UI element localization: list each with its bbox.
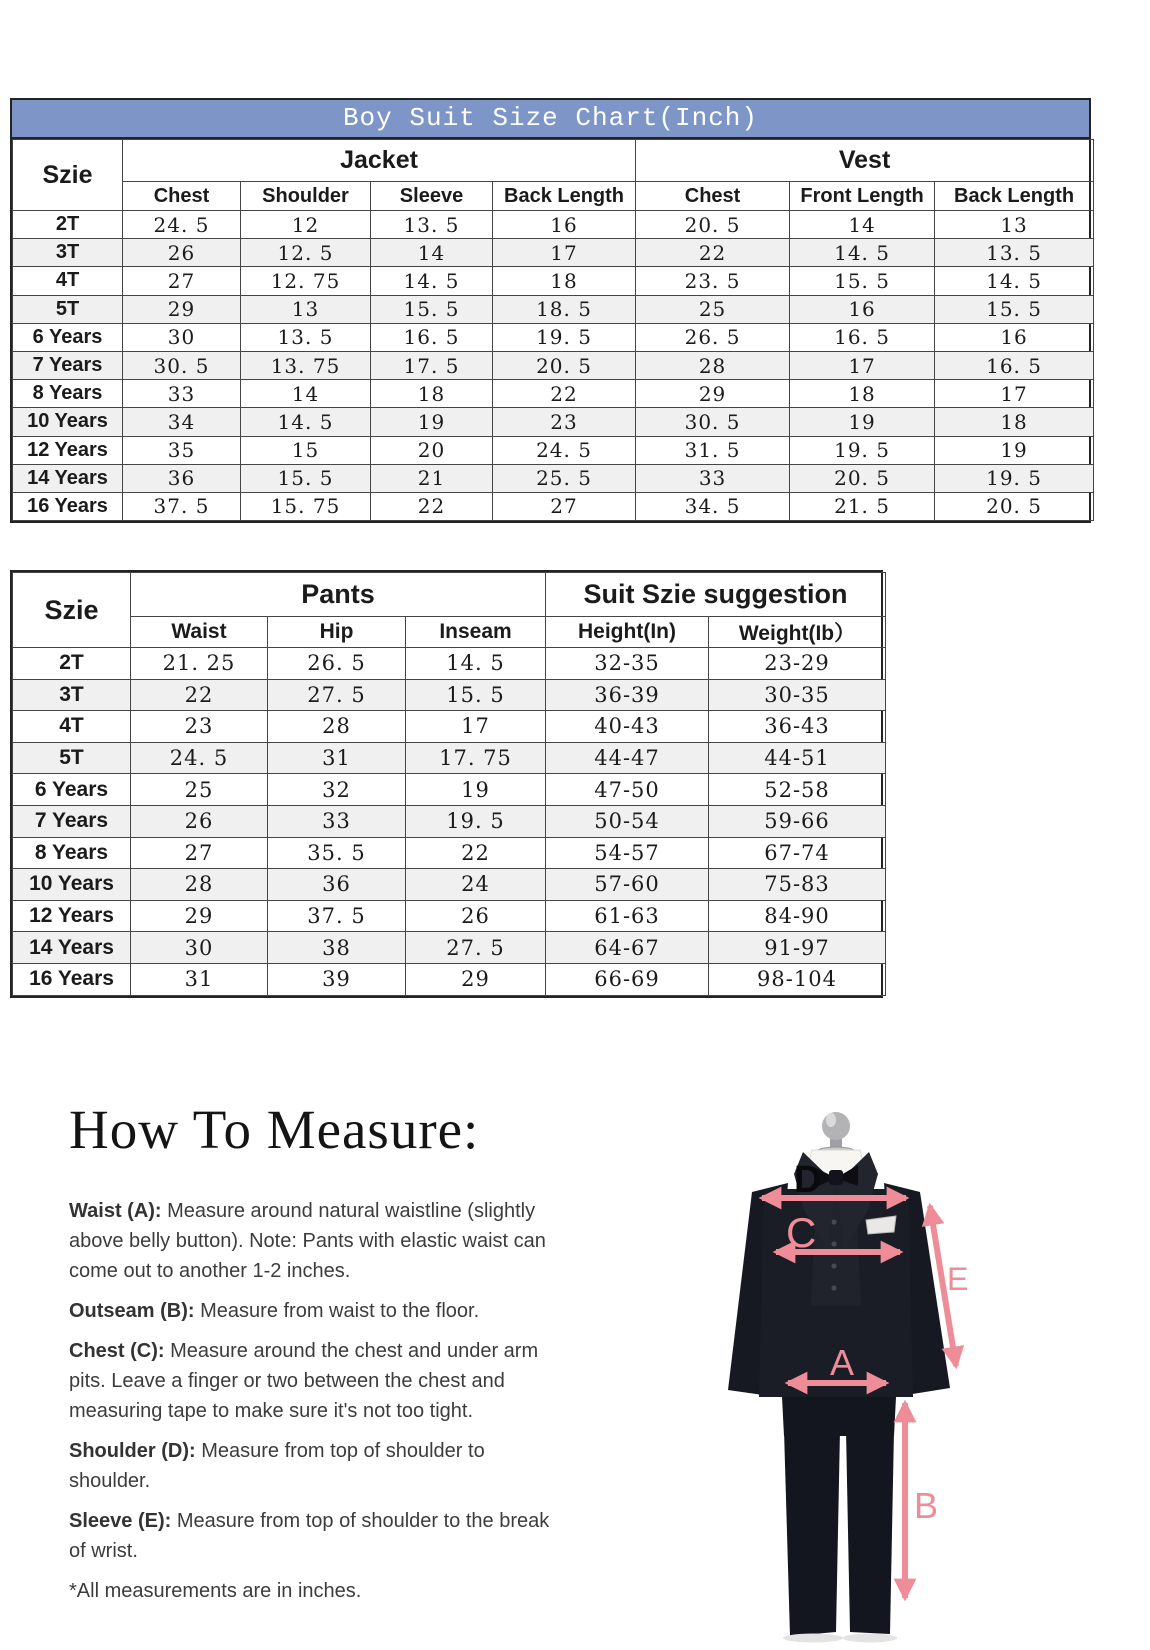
value-cell: 17. 5: [371, 351, 493, 379]
value-cell: 19: [935, 436, 1094, 464]
value-cell: 32-35: [546, 648, 709, 680]
value-cell: 24: [406, 869, 546, 901]
value-cell: 36-43: [709, 711, 886, 743]
size-cell: 4T: [13, 711, 131, 743]
value-cell: 14: [790, 211, 935, 239]
value-cell: 21. 5: [790, 492, 935, 520]
value-cell: 16. 5: [790, 323, 935, 351]
jacket-group-header: Jacket: [123, 140, 636, 182]
instruction-sleeve: [69, 1506, 555, 1566]
value-cell: 91-97: [709, 932, 886, 964]
value-cell: 15. 5: [935, 295, 1094, 323]
table-row: [13, 323, 1094, 351]
size-cell: 6 Years: [13, 323, 123, 351]
value-cell: 19: [790, 408, 935, 436]
value-cell: 30. 5: [636, 408, 790, 436]
value-cell: 16. 5: [371, 323, 493, 351]
column-header: Back Length: [493, 182, 636, 211]
instruction-body: Measure from top of shoulder to the break of wrist.: [69, 1510, 550, 1562]
size-cell: 3T: [13, 679, 131, 711]
suggestion-group-header: Suit Szie suggestion: [546, 573, 886, 617]
value-cell: 44-47: [546, 742, 709, 774]
value-cell: 13. 5: [371, 211, 493, 239]
value-cell: 24. 5: [123, 211, 241, 239]
value-cell: 39: [268, 963, 406, 995]
table-row: [13, 711, 886, 743]
value-cell: 44-51: [709, 742, 886, 774]
value-cell: 35. 5: [268, 837, 406, 869]
value-cell: 29: [636, 380, 790, 408]
value-cell: 18: [493, 267, 636, 295]
instruction-body: Measure from top of shoulder to shoulder.: [69, 1440, 485, 1492]
value-cell: 19. 5: [406, 805, 546, 837]
value-cell: 34. 5: [636, 492, 790, 520]
value-cell: 23: [131, 711, 268, 743]
value-cell: 28: [131, 869, 268, 901]
table-row: [13, 648, 886, 680]
value-cell: 30. 5: [123, 351, 241, 379]
value-cell: 40-43: [546, 711, 709, 743]
size-cell: 10 Years: [13, 869, 131, 901]
value-cell: 24. 5: [131, 742, 268, 774]
instruction-body: Measure from waist to the floor.: [194, 1300, 480, 1322]
value-cell: 32: [268, 774, 406, 806]
column-header: Hip: [268, 617, 406, 648]
value-cell: 27. 5: [268, 679, 406, 711]
instruction-body: Measure around the chest and under arm pits. Leave a finger or two between the chest and measuring tape to make sure it's not too tight.: [69, 1340, 539, 1422]
size-cell: 8 Years: [13, 837, 131, 869]
size-column-header: Szie: [13, 140, 123, 211]
value-cell: 27. 5: [406, 932, 546, 964]
value-cell: 33: [268, 805, 406, 837]
value-cell: 14: [371, 239, 493, 267]
value-cell: 28: [636, 351, 790, 379]
value-cell: 35: [123, 436, 241, 464]
size-cell: 14 Years: [13, 932, 131, 964]
column-header: Waist: [131, 617, 268, 648]
size-column-header: Szie: [13, 573, 131, 648]
how-to-measure-heading: How To Measure:: [69, 1099, 480, 1160]
value-cell: 17: [493, 239, 636, 267]
value-cell: 18. 5: [493, 295, 636, 323]
suit-graphic: [728, 1150, 950, 1643]
value-cell: 27: [131, 837, 268, 869]
value-cell: 37. 5: [123, 492, 241, 520]
value-cell: 36: [123, 464, 241, 492]
value-cell: 14. 5: [241, 408, 371, 436]
size-cell: 5T: [13, 742, 131, 774]
value-cell: 31. 5: [636, 436, 790, 464]
label-d: D: [794, 1159, 822, 1201]
table-row: [13, 869, 886, 901]
column-header: Chest: [636, 182, 790, 211]
value-cell: 29: [131, 900, 268, 932]
table-row: [13, 900, 886, 932]
instruction-label: Chest (C):: [69, 1340, 165, 1362]
value-cell: 14. 5: [790, 239, 935, 267]
jacket-vest-size-table: [10, 98, 1091, 523]
value-cell: 16. 5: [935, 351, 1094, 379]
value-cell: 17: [406, 711, 546, 743]
value-cell: 20: [371, 436, 493, 464]
value-cell: 13: [935, 211, 1094, 239]
value-cell: 17. 75: [406, 742, 546, 774]
value-cell: 27: [493, 492, 636, 520]
column-header: Shoulder: [241, 182, 371, 211]
size-cell: 10 Years: [13, 408, 123, 436]
vest-group-header: Vest: [636, 140, 1094, 182]
size-cell: 12 Years: [13, 900, 131, 932]
size-cell: 7 Years: [13, 805, 131, 837]
table-row: [13, 436, 1094, 464]
value-cell: 20. 5: [493, 351, 636, 379]
value-cell: 15. 75: [241, 492, 371, 520]
value-cell: 23: [493, 408, 636, 436]
value-cell: 30: [123, 323, 241, 351]
value-cell: 33: [123, 380, 241, 408]
value-cell: 18: [790, 380, 935, 408]
pants-group-header: Pants: [131, 573, 546, 617]
label-c: C: [786, 1209, 817, 1256]
value-cell: 14: [241, 380, 371, 408]
instruction-chest: [69, 1336, 555, 1426]
size-cell: 14 Years: [13, 464, 123, 492]
chart-title: Boy Suit Size Chart(Inch): [12, 100, 1089, 139]
value-cell: 18: [935, 408, 1094, 436]
value-cell: 16: [790, 295, 935, 323]
value-cell: 20. 5: [790, 464, 935, 492]
value-cell: 19. 5: [493, 323, 636, 351]
value-cell: 37. 5: [268, 900, 406, 932]
value-cell: 36: [268, 869, 406, 901]
value-cell: 31: [131, 963, 268, 995]
value-cell: 26: [123, 239, 241, 267]
measure-instructions: [69, 1196, 555, 1616]
value-cell: 26: [406, 900, 546, 932]
column-header: Back Length: [935, 182, 1094, 211]
value-cell: 13. 5: [935, 239, 1094, 267]
value-cell: 66-69: [546, 963, 709, 995]
value-cell: 12. 5: [241, 239, 371, 267]
value-cell: 22: [131, 679, 268, 711]
value-cell: 57-60: [546, 869, 709, 901]
value-cell: 22: [371, 492, 493, 520]
value-cell: 33: [636, 464, 790, 492]
value-cell: 26. 5: [636, 323, 790, 351]
value-cell: 14. 5: [406, 648, 546, 680]
jacket-vest-table: [12, 139, 1094, 521]
value-cell: 52-58: [709, 774, 886, 806]
value-cell: 20. 5: [935, 492, 1094, 520]
size-cell: 3T: [13, 239, 123, 267]
value-cell: 22: [406, 837, 546, 869]
value-cell: 13. 5: [241, 323, 371, 351]
value-cell: 15. 5: [241, 464, 371, 492]
value-cell: 18: [371, 380, 493, 408]
table-row: [13, 963, 886, 995]
value-cell: 25: [131, 774, 268, 806]
column-header-row: [13, 617, 886, 648]
value-cell: 29: [123, 295, 241, 323]
value-cell: 22: [636, 239, 790, 267]
table-row: [13, 351, 1094, 379]
column-header: Weight(Ib）: [709, 617, 886, 648]
instruction-outseam: [69, 1296, 555, 1326]
instruction-body: Measure around natural waistline (slightly above belly button). Note: Pants with elastic waist can come out to another 1-2 inches.: [69, 1200, 546, 1282]
table-row: [13, 408, 1094, 436]
value-cell: 19. 5: [790, 436, 935, 464]
pants-size-table: [10, 570, 883, 998]
value-cell: 13: [241, 295, 371, 323]
value-cell: 28: [268, 711, 406, 743]
size-cell: 2T: [13, 211, 123, 239]
value-cell: 25. 5: [493, 464, 636, 492]
table-row: [13, 837, 886, 869]
value-cell: 23-29: [709, 648, 886, 680]
column-header: Front Length: [790, 182, 935, 211]
value-cell: 27: [123, 267, 241, 295]
table-row: [13, 492, 1094, 520]
value-cell: 17: [935, 380, 1094, 408]
value-cell: 29: [406, 963, 546, 995]
value-cell: 12. 75: [241, 267, 371, 295]
value-cell: 54-57: [546, 837, 709, 869]
value-cell: 75-83: [709, 869, 886, 901]
value-cell: 24. 5: [493, 436, 636, 464]
value-cell: 15. 5: [371, 295, 493, 323]
column-header: Sleeve: [371, 182, 493, 211]
table-row: [13, 774, 886, 806]
value-cell: 14. 5: [371, 267, 493, 295]
value-cell: 21: [371, 464, 493, 492]
size-cell: 4T: [13, 267, 123, 295]
value-cell: 22: [493, 380, 636, 408]
column-header: Height(In): [546, 617, 709, 648]
table-row: [13, 679, 886, 711]
size-cell: 16 Years: [13, 963, 131, 995]
label-b: B: [914, 1485, 939, 1526]
value-cell: 59-66: [709, 805, 886, 837]
size-cell: 12 Years: [13, 436, 123, 464]
value-cell: 30-35: [709, 679, 886, 711]
value-cell: 50-54: [546, 805, 709, 837]
label-e: E: [947, 1261, 969, 1297]
value-cell: 61-63: [546, 900, 709, 932]
value-cell: 14. 5: [935, 267, 1094, 295]
value-cell: 84-90: [709, 900, 886, 932]
value-cell: 25: [636, 295, 790, 323]
suit-illustration: [700, 1090, 1010, 1650]
size-cell: 2T: [13, 648, 131, 680]
value-cell: 26. 5: [268, 648, 406, 680]
value-cell: 15. 5: [790, 267, 935, 295]
size-cell: 6 Years: [13, 774, 131, 806]
value-cell: 13. 75: [241, 351, 371, 379]
value-cell: 20. 5: [636, 211, 790, 239]
value-cell: 17: [790, 351, 935, 379]
size-cell: 7 Years: [13, 351, 123, 379]
table-row: [13, 742, 886, 774]
table-row: [13, 805, 886, 837]
value-cell: 23. 5: [636, 267, 790, 295]
table-row: [13, 267, 1094, 295]
value-cell: 36-39: [546, 679, 709, 711]
suit-measurement-diagram: [700, 1090, 1010, 1650]
group-header-row: [13, 573, 886, 617]
instruction-waist: [69, 1196, 555, 1286]
value-cell: 64-67: [546, 932, 709, 964]
instruction-label: Shoulder (D):: [69, 1440, 196, 1462]
label-a: A: [830, 1342, 855, 1383]
instruction-label: Sleeve (E):: [69, 1510, 172, 1532]
value-cell: 12: [241, 211, 371, 239]
table-row: [13, 295, 1094, 323]
value-cell: 21. 25: [131, 648, 268, 680]
group-header-row: [13, 140, 1094, 182]
instruction-label: Outseam (B):: [69, 1300, 195, 1322]
value-cell: 16: [493, 211, 636, 239]
value-cell: 19: [371, 408, 493, 436]
table-row: [13, 211, 1094, 239]
value-cell: 19. 5: [935, 464, 1094, 492]
column-header: Inseam: [406, 617, 546, 648]
value-cell: 16: [935, 323, 1094, 351]
size-cell: 16 Years: [13, 492, 123, 520]
column-header: Chest: [123, 182, 241, 211]
value-cell: 26: [131, 805, 268, 837]
value-cell: 38: [268, 932, 406, 964]
size-cell: 8 Years: [13, 380, 123, 408]
table-row: [13, 464, 1094, 492]
value-cell: 34: [123, 408, 241, 436]
table-row: [13, 239, 1094, 267]
value-cell: 19: [406, 774, 546, 806]
instruction-label: Waist (A):: [69, 1200, 162, 1222]
value-cell: 15. 5: [406, 679, 546, 711]
measurements-footnote: *All measurements are in inches.: [69, 1580, 362, 1602]
value-cell: 47-50: [546, 774, 709, 806]
column-header-row: [13, 182, 1094, 211]
instruction-shoulder: [69, 1436, 555, 1496]
table-row: [13, 932, 886, 964]
pants-table: [12, 572, 886, 996]
table-row: [13, 380, 1094, 408]
value-cell: 31: [268, 742, 406, 774]
value-cell: 98-104: [709, 963, 886, 995]
value-cell: 67-74: [709, 837, 886, 869]
value-cell: 30: [131, 932, 268, 964]
size-cell: 5T: [13, 295, 123, 323]
value-cell: 15: [241, 436, 371, 464]
